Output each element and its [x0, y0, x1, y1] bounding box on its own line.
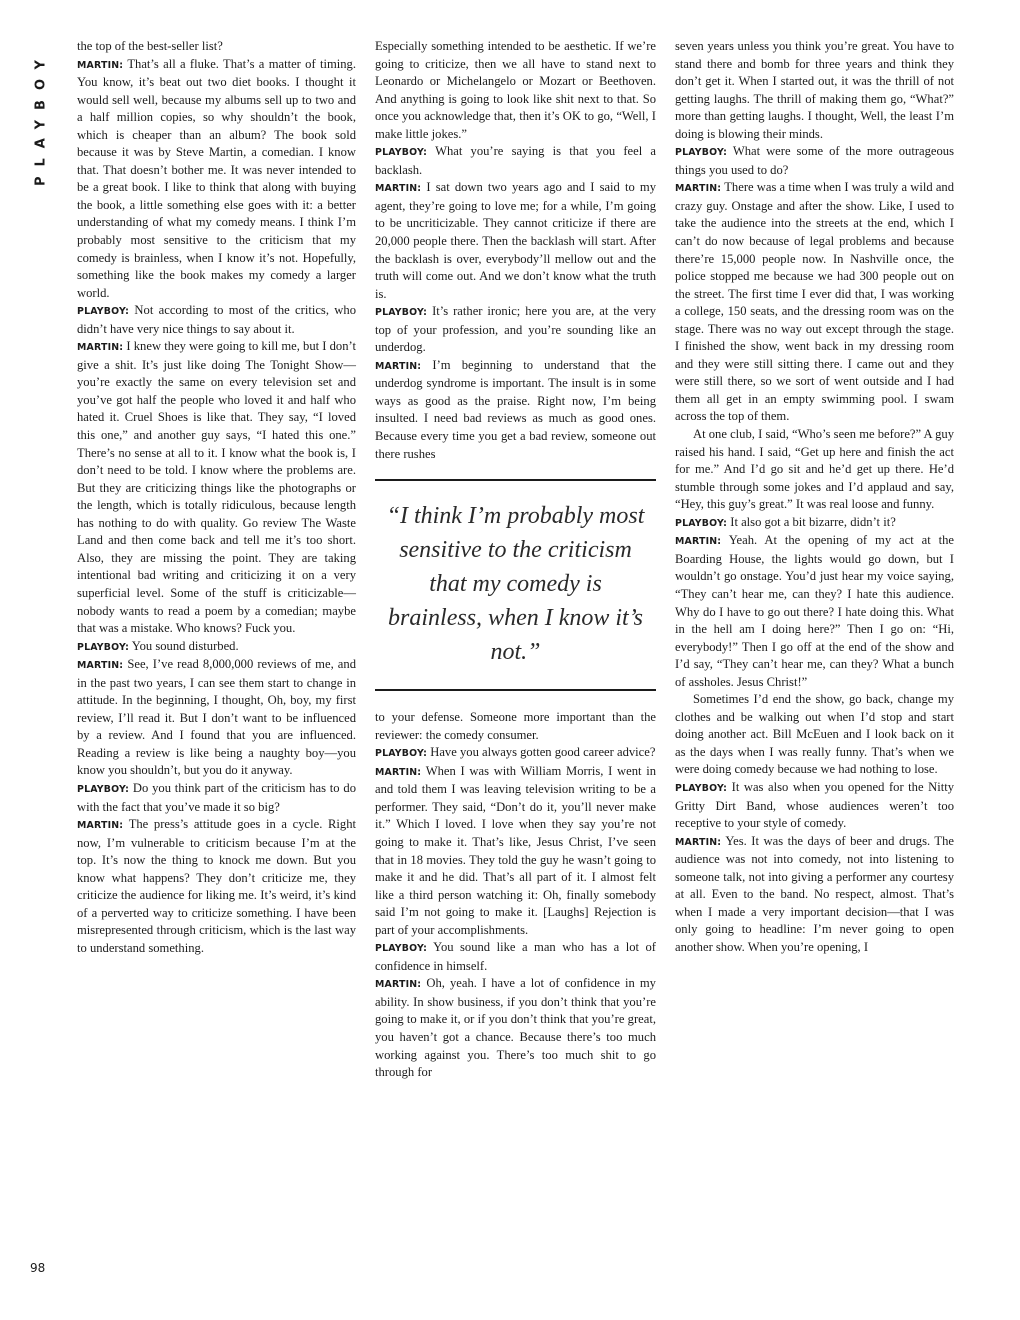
speaker-label: PLAYBOY:: [77, 641, 130, 653]
paragraph: [675, 514, 954, 533]
speaker-label: MARTIN:: [375, 360, 422, 372]
speaker-label: MARTIN:: [675, 836, 722, 848]
text-column-2: [375, 38, 656, 1278]
paragraph: [77, 638, 356, 657]
speaker-label: MARTIN:: [375, 979, 422, 991]
paragraph: [77, 338, 356, 637]
speaker-label: MARTIN:: [77, 59, 124, 71]
paragraph-text: When I was with William Morris, I went in and told them I was leaving television writing to be a performer. They said, “Don’t do it, you’ll never make it.” Which I loved. I love when they say you’re not going to make it. That’s like, Jesus Christ, I’ve seen that in 18 movies. They told the guy he wasn’t going to make it and he did. That’s all part of it. I almost felt like a third person watching it: Oh, finally somebody said I’m not going to make it. [Laughs] Rejection is part of your accomplishments.: [375, 763, 657, 937]
paragraph-text: It’s rather ironic; here you are, at the very top of your profession, and you’re sounding like an underdog.: [375, 304, 656, 355]
paragraph: [77, 816, 356, 957]
text-column-3: [675, 38, 954, 1278]
paragraph-text: There was a time when I was truly a wild and crazy guy. Onstage and after the show. Like, I used to take the audience into the streets at the end, which I can’t do now because of legal problems and because there’re 15,000 people now. In Nashville once, the police stopped me because we had 300 people out on the street. The first time I ever did that, I was working a college, 150 seats, and the dressing room was on the stage. There was no way out except through the stage. I finished the show, went back in my dressing room and they were still sitting there. I came out and they were still there, so we sort of went outside and I had them all get in an empty swimming pool. I swam across the top of them.: [675, 180, 955, 424]
paragraph-text: the top of the best-seller list?: [77, 39, 223, 53]
paragraph-text: I knew they were going to kill me, but I don’t give a shit. It’s just like doing The Tonight Show—you’re exactly the same on every television set and you’ve got half the people who loved it and half who hated it. Cruel Shoes is like that. They say, “I loved this one,” and another guy says, “I hated this one.” There’s no sense at all to it. I know what the book is, I don’t need to be told. I know where the problems are. But they are criticizing things like the photographs or the length, which is totally ridiculous, because length has nothing to do with quality. Go review The Waste Land and then come back and tell me it’s too short. Also, they are missing the point. They are taking intentional bad writing and criticizing it on a very superficial level. Some of the stuff is criticizable—nobody wants to read a poem by a comedian; maybe that was a mistake. Who knows? Fuck you.: [77, 339, 356, 636]
speaker-label: PLAYBOY:: [675, 782, 728, 794]
paragraph-text: That’s all a fluke. That’s a matter of timing. You know, it’s beat out two diet books. I thought it would sell well, because my albums sell up to two and a half million copies, so why shouldn’t the book, which is cheaper than an album? The book sold because it was by Steve Martin, a comedian. I know that. That doesn’t bother me. It was never intended to be a great book. I like to think that along with buying the book, a little something else goes with it: a better understanding of what my comedy means. I think I’m probably most sensitive to the criticism that my comedy is brainless, when I know it’s not. Hopefully, something like the book makes my comedy a larger world.: [77, 56, 356, 300]
paragraph-text: Have you always gotten good career advice?: [430, 745, 656, 760]
paragraph-text: Yeah. At the opening of my act at the Boarding House, the lights would go down, but I wouldn’t go onstage. You’d just hear my voice saying, “They can’t hear me, can they? I hate this audience. Why do I have to go out there? I hate doing this. What in the hell am I doing here?” Then I go on: “Hi, everybody!” Then I go off at the end of the show and I’d say, “They can’t hear me, can they? What a bunch of assholes. Jesus Christ!”: [675, 533, 954, 689]
paragraph-text: I’m beginning to understand that the underdog syndrome is important. The insult is in some ways as good as the praise. Right now, I’m being insulted. I need bad reviews as much as good ones. Because every time you get a bad review, someone out there rushes: [375, 357, 656, 461]
paragraph: [77, 780, 356, 816]
paragraph: [375, 763, 656, 939]
paragraph: [375, 357, 656, 463]
pull-quote: “I think I’m probably most sensitive to the criticism that my comedy is brainless, when I know it’s not.”: [375, 479, 656, 691]
paragraph-text: What were some of the more outrageous things you used to do?: [675, 144, 954, 177]
paragraph: [375, 709, 656, 744]
paragraph-text: See, I’ve read 8,000,000 reviews of me, and in the past two years, I can see them start to change in attitude. In the beginning, I thought, Oh, boy, my first review, I’ll read it. But I don’t want to be influenced by a review. And I found that you are influenced. Reading a review is like being a naughty boy—you know you shouldn’t, but you do it anyway.: [77, 657, 356, 778]
speaker-label: MARTIN:: [675, 183, 722, 195]
speaker-label: PLAYBOY:: [77, 783, 130, 795]
paragraph: [375, 38, 656, 143]
speaker-label: MARTIN:: [675, 536, 722, 548]
speaker-label: MARTIN:: [375, 183, 422, 195]
paragraph-text: You sound disturbed.: [131, 638, 239, 653]
paragraph: [375, 303, 656, 357]
paragraph-text: Especially something intended to be aesthetic. If we’re going to criticize, then we all have to stand next to Leonardo or Michelangelo or Mozart or Beethoven. And anything is going to look like shit next to that. So once you acknowledge that, then it’s OK to go, “Well, I make little jokes.”: [375, 39, 656, 141]
speaker-label: MARTIN:: [77, 820, 124, 832]
paragraph: [675, 426, 954, 514]
paragraph: [375, 939, 656, 975]
paragraph: [675, 38, 954, 143]
speaker-label: PLAYBOY:: [675, 147, 728, 159]
paragraph: [77, 656, 356, 780]
paragraph: [77, 38, 356, 56]
paragraph: [375, 744, 656, 763]
paragraph-text: Yes. It was the days of beer and drugs. The audience was not into comedy, not into listening to someone talk, not into giving a performer any courtesy at all. Even to the band. No respect, almost. That’s when I made a very important decision—that I was only going to headline: I’m never going to open another show. When you’re opening, I: [675, 833, 954, 954]
paragraph-text: Sometimes I’d end the show, go back, change my clothes and be walking out when I’d stop and start doing another act. Bill McEuen and I look back on it as the days when I was really funny. That’s when we were doing comedy because we had nothing to lose.: [675, 692, 954, 777]
text-column-1: [77, 38, 356, 1278]
paragraph: [675, 143, 954, 179]
speaker-label: PLAYBOY:: [77, 306, 130, 318]
speaker-label: PLAYBOY:: [375, 307, 428, 319]
text-column-2-bottom: [375, 709, 656, 1081]
paragraph-text: At one club, I said, “Who’s seen me before?” A guy raised his hand. I said, “Get up here and finish the act for me.” And I’d go sit and he’d get up there. He’d stumble through some jokes and I’d applaud and say, “Hey, this guy’s great.” It was real loose and funny.: [675, 427, 954, 512]
paragraph-text: It also got a bit bizarre, didn’t it?: [730, 514, 896, 529]
speaker-label: PLAYBOY:: [375, 748, 428, 760]
paragraph: [375, 143, 656, 179]
paragraph-text: seven years unless you think you’re great. You have to stand there and bomb for three years and think they don’t get it. When I started out, it was the thrill of not getting laughs. The thrill of making them go, “What?” more than getting laughs. I thought, Well, the least I’m doing is blowing their minds.: [675, 39, 954, 141]
text-column-2-top: [375, 38, 656, 463]
magazine-name: PLAYBOY: [33, 50, 49, 186]
paragraph-text: Not according to most of the critics, who didn’t have very nice things to say about it.: [77, 303, 356, 336]
paragraph-text: It was also when you opened for the Nitty Gritty Dirt Band, whose audiences weren’t too receptive to your style of comedy.: [675, 779, 954, 831]
speaker-label: PLAYBOY:: [375, 943, 428, 955]
paragraph: [675, 833, 954, 957]
paragraph-text: Oh, yeah. I have a lot of confidence in my ability. In show business, if you don’t think that you’re going to make it, or if you don’t think that you’re great, you haven’t got a chance. Because there’s too much working against you. There’s too much shit to go through for: [375, 976, 656, 1080]
paragraph: [675, 179, 954, 426]
paragraph: [675, 691, 954, 779]
paragraph-text: The press’s attitude goes in a cycle. Right now, I’m vulnerable to criticism because I’m at the top. It’s now the thing to knock me down. But you know what happens? They don’t criticize me, they criticize the audience for liking me. It’s weird, it’s kind of a perverted way to criticize something. I have been misrepresented through criticism, which is the last way to understand something.: [77, 817, 356, 955]
speaker-label: PLAYBOY:: [375, 147, 428, 159]
paragraph: [77, 302, 356, 338]
paragraph-text: What you’re saying is that you feel a backlash.: [375, 144, 657, 177]
speaker-label: MARTIN:: [375, 766, 422, 778]
speaker-label: PLAYBOY:: [675, 517, 728, 529]
paragraph: [675, 532, 954, 691]
paragraph-text: Do you think part of the criticism has to do with the fact that you’ve made it so big?: [77, 780, 356, 814]
paragraph-text: to your defense. Someone more important than the reviewer: the comedy consumer.: [375, 710, 656, 742]
paragraph: [77, 56, 356, 303]
paragraph: [375, 179, 656, 303]
paragraph: [375, 975, 656, 1081]
paragraph-text: I sat down two years ago and I said to my agent, they’re going to love me; for a while, I’m going to be uncriticizable. They cannot criticize if there are 20,000 people there. Then the backlash will start. After the backlash is over, everybody’ll mellow out and the truth will come out. And we don’t know what the truth is.: [375, 180, 656, 301]
paragraph-text: You sound like a man who has a lot of confidence in himself.: [375, 940, 656, 973]
paragraph: [675, 779, 954, 833]
speaker-label: MARTIN:: [77, 660, 124, 672]
page-number: 98: [30, 1261, 46, 1275]
speaker-label: MARTIN:: [77, 342, 124, 354]
